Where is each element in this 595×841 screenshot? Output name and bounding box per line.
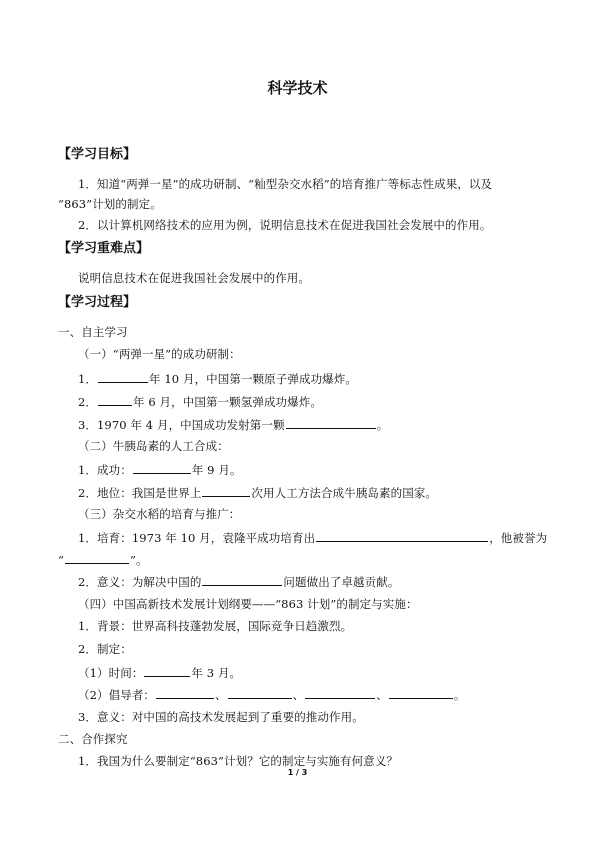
answer-blank[interactable] (316, 529, 488, 542)
answer-blank[interactable] (305, 686, 375, 699)
question-863-significance: 3．意义：对中国的高技术发展起到了重要的推动作用。 (78, 710, 364, 724)
subsection-two-bombs: （一）“两弹一星”的成功研制： (78, 347, 241, 361)
separator: 、 (376, 688, 388, 702)
question-text: 1．培育：1973 年 10 月，袁隆平成功培育出 (78, 531, 316, 545)
question-hydrogen-bomb (78, 393, 322, 409)
question-number: 1． (78, 372, 98, 386)
key-points-text: 说明信息技术在促进我国社会发展中的作用。 (78, 271, 310, 285)
goal-item-1-continued: “863”计划的制定。 (58, 197, 162, 211)
key-points-heading: 【学习重难点】 (58, 241, 150, 256)
question-rice-cultivation (78, 529, 547, 545)
question-text: 年 6 月，中国第一颗氢弹成功爆炸。 (133, 395, 322, 409)
part1-title: 一、自主学习 (58, 325, 128, 339)
question-text: （2）倡导者： (78, 688, 156, 702)
part2-title: 二、合作探究 (58, 732, 128, 746)
page-number: 1 / 3 (287, 768, 308, 777)
page-title: 科学技术 (267, 79, 328, 97)
answer-blank[interactable] (389, 686, 453, 699)
question-text: 1．成功： (78, 463, 132, 477)
question-satellite (78, 416, 388, 432)
question-atomic-bomb (78, 370, 357, 386)
question-end: 。 (453, 688, 466, 702)
question-insulin-success (78, 461, 242, 477)
answer-blank[interactable] (286, 416, 376, 429)
goal-item-2: 2．以计算机网络技术的应用为例，说明信息技术在促进我国社会发展中的作用。 (78, 218, 492, 232)
answer-blank[interactable] (202, 484, 250, 497)
quote-close: ”。 (129, 553, 148, 567)
separator: 、 (215, 688, 227, 702)
question-text: 问题做出了卓越贡献。 (283, 575, 400, 589)
quote-open: “ (58, 553, 64, 567)
question-text: （1）时间： (78, 666, 144, 680)
answer-blank[interactable] (98, 370, 148, 383)
answer-blank[interactable] (202, 573, 282, 586)
question-text: 年 3 月。 (191, 666, 242, 680)
subsection-insulin: （二）牛胰岛素的人工合成： (78, 439, 229, 453)
question-text: 年 9 月。 (191, 463, 242, 477)
question-initiators (78, 686, 465, 702)
subsection-hybrid-rice: （三）杂交水稻的培育与推广： (78, 507, 241, 521)
answer-blank[interactable] (156, 686, 214, 699)
question-863-discussion: 1．我国为什么要制定“863”计划？它的制定与实施有何意义？ (78, 754, 399, 768)
question-text: ，他被誉为 (489, 531, 548, 545)
question-text: 次用人工方法合成牛胰岛素的国家。 (251, 486, 438, 500)
question-rice-significance (78, 573, 399, 589)
answer-blank[interactable] (144, 664, 190, 677)
question-formulation: 2．制定： (78, 642, 132, 656)
question-number: 2． (78, 395, 98, 409)
question-rice-title (58, 551, 148, 567)
learning-process-heading: 【学习过程】 (58, 295, 137, 310)
answer-blank[interactable] (98, 393, 132, 406)
question-insulin-status (78, 484, 437, 500)
answer-blank[interactable] (133, 461, 191, 474)
answer-blank[interactable] (65, 551, 129, 564)
separator: 、 (292, 688, 305, 702)
question-background: 1．背景：世界高科技蓬勃发展，国际竞争日趋激烈。 (78, 619, 353, 633)
goal-item-1: 1．知道“两弹一星”的成功研制、“籼型杂交水稻”的培育推广等标志性成果，以及 (78, 177, 493, 191)
question-time (78, 664, 241, 680)
question-text: 年 10 月，中国第一颗原子弹成功爆炸。 (149, 372, 357, 386)
answer-blank[interactable] (228, 686, 292, 699)
subsection-863-plan: （四）中国高新技术发展计划纲要——“863 计划”的制定与实施： (78, 597, 418, 611)
question-end: 。 (376, 418, 389, 432)
question-text: 3．1970 年 4 月，中国成功发射第一颗 (78, 418, 285, 432)
learning-goals-heading: 【学习目标】 (58, 147, 137, 162)
question-text: 2．意义：为解决中国的 (78, 575, 202, 589)
question-text: 2．地位：我国是世界上 (78, 486, 202, 500)
